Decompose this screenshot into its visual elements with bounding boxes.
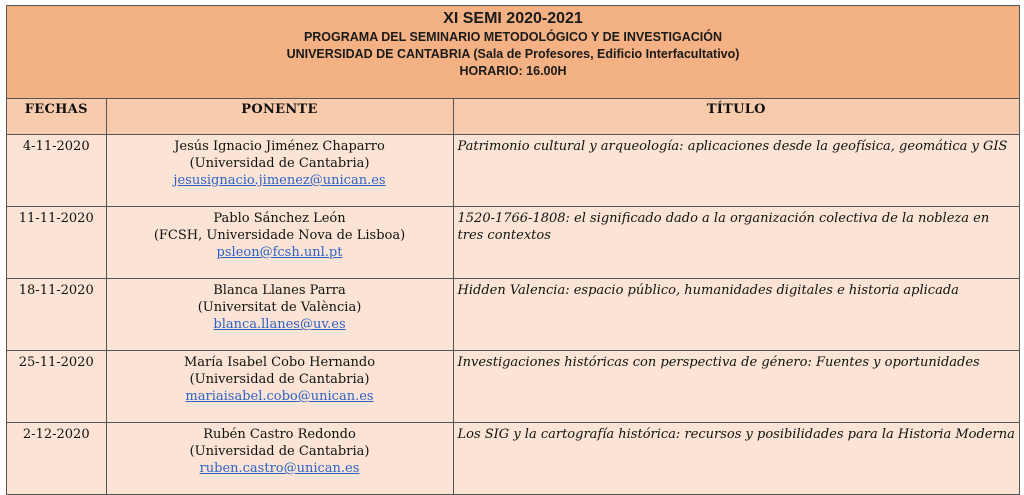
- table-row: [7, 279, 1019, 351]
- speaker-affiliation: (Universidad de Cantabria): [189, 372, 370, 387]
- session-date: 18-11-2020: [7, 279, 106, 351]
- session-speaker: [106, 279, 453, 351]
- speaker-affiliation: (Universidad de Cantabria): [189, 156, 370, 171]
- session-date: 11-11-2020: [7, 207, 106, 279]
- speaker-name: Rubén Castro Redondo: [203, 427, 356, 442]
- session-title: Los SIG y la cartografía histórica: recursos y posibilidades para la Historia Moderna: [453, 423, 1019, 495]
- table-row: [7, 207, 1019, 279]
- table-row: [7, 351, 1019, 423]
- speaker-email-link[interactable]: psleon@fcsh.unl.pt: [216, 245, 343, 260]
- table-header-row: [7, 99, 1019, 135]
- speaker-name: María Isabel Cobo Hernando: [183, 355, 376, 370]
- table-row: [7, 135, 1019, 207]
- program-title: XI SEMI 2020-2021: [443, 10, 583, 27]
- program-venue: UNIVERSIDAD DE CANTABRIA (Sala de Profesores, Edificio Interfacultativo): [286, 47, 740, 61]
- speaker-name: Jesús Ignacio Jiménez Chaparro: [174, 139, 385, 154]
- column-header-title: TÍTULO: [453, 99, 1019, 135]
- session-title: Investigaciones históricas con perspectiva de género: Fuentes y oportunidades: [453, 351, 1019, 423]
- session-title: Hidden Valencia: espacio público, humanidades digitales e historia aplicada: [453, 279, 1019, 351]
- session-speaker: [106, 135, 453, 207]
- session-speaker: [106, 351, 453, 423]
- speaker-affiliation: (Universitat de València): [197, 300, 362, 315]
- column-header-dates: FECHAS: [7, 99, 106, 135]
- session-date: 4-11-2020: [7, 135, 106, 207]
- seminar-program-table: [6, 5, 1020, 495]
- speaker-email-link[interactable]: jesusignacio.jimenez@unican.es: [173, 173, 386, 188]
- session-speaker: [106, 423, 453, 495]
- speaker-affiliation: (Universidad de Cantabria): [189, 444, 370, 459]
- speaker-email-link[interactable]: mariaisabel.cobo@unican.es: [185, 389, 374, 404]
- program-schedule: HORARIO: 16.00H: [459, 64, 567, 78]
- session-speaker: [106, 207, 453, 279]
- speaker-affiliation: (FCSH, Universidade Nova de Lisboa): [153, 228, 406, 243]
- column-header-speaker: PONENTE: [106, 99, 453, 135]
- session-date: 2-12-2020: [7, 423, 106, 495]
- speaker-email-link[interactable]: ruben.castro@unican.es: [199, 461, 360, 476]
- speaker-name: Blanca Llanes Parra: [213, 283, 346, 298]
- speaker-name: Pablo Sánchez León: [213, 211, 346, 226]
- table-row: [7, 423, 1019, 495]
- session-title: 1520-1766-1808: el significado dado a la organización colectiva de la nobleza en tres contextos: [453, 207, 1019, 279]
- sessions-table: [7, 99, 1019, 494]
- session-date: 25-11-2020: [7, 351, 106, 423]
- program-subtitle: PROGRAMA DEL SEMINARIO METODOLÓGICO Y DE INVESTIGACIÓN: [303, 30, 723, 44]
- session-title: Patrimonio cultural y arqueología: aplicaciones desde la geofísica, geomática y GIS: [453, 135, 1019, 207]
- program-header-banner: [7, 6, 1019, 99]
- speaker-email-link[interactable]: blanca.llanes@uv.es: [213, 317, 346, 332]
